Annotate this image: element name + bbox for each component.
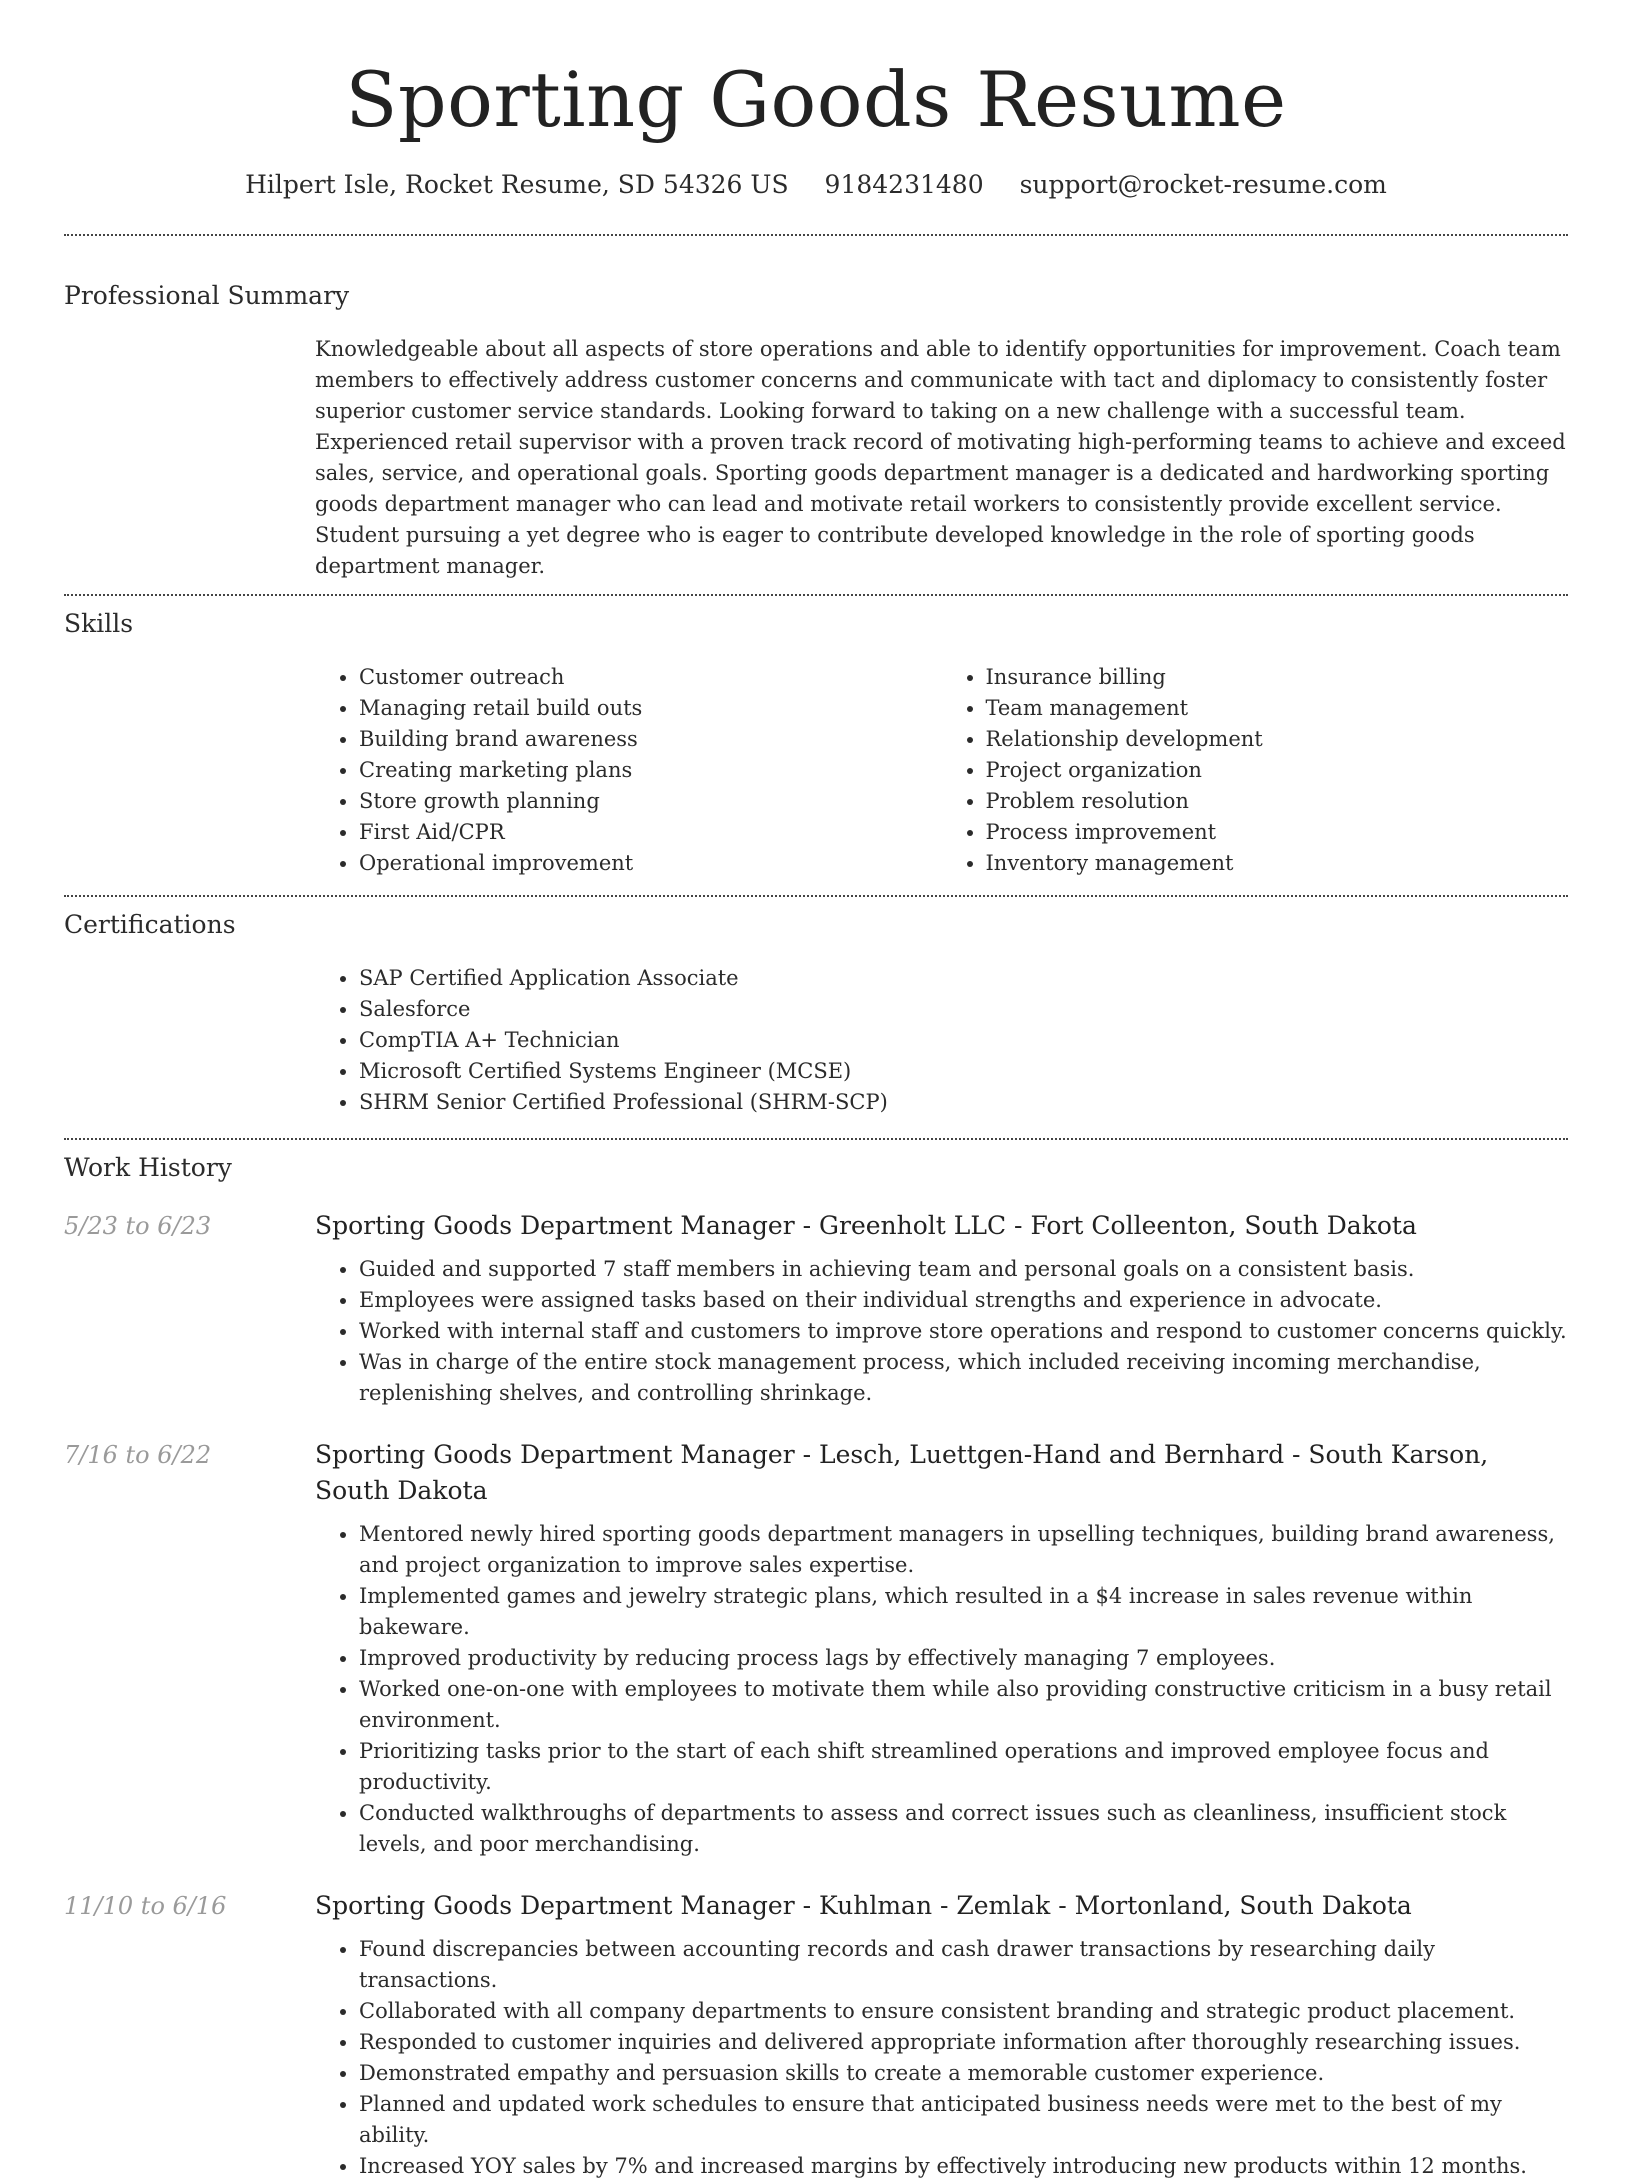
skills-content xyxy=(315,662,1568,879)
job-bullets xyxy=(315,1254,1568,1409)
job-dates: 5/23 to 6/23 xyxy=(64,1212,212,1240)
skill-item: • Problem resolution xyxy=(986,786,1569,817)
job-bullet: • Collaborated with all company departments to ensure consistent branding and strategic product placement. xyxy=(359,1996,1568,2027)
job-bullet: • Increased YOY sales by 7% and increased margins by effectively introducing new products within 12 months. xyxy=(359,2151,1568,2182)
job-body xyxy=(315,1437,1568,1860)
divider xyxy=(64,895,1568,897)
certification-item: • Microsoft Certified Systems Engineer (MCSE) xyxy=(359,1056,1568,1087)
skill-item: • Store growth planning xyxy=(359,786,942,817)
skill-item: • Relationship development xyxy=(986,724,1569,755)
job-body xyxy=(315,1208,1568,1409)
skill-item: • Process improvement xyxy=(986,817,1569,848)
summary-text: Knowledgeable about all aspects of store operations and able to identify opportunities for improvement. Coach team members to effectively address customer concerns and communicate with tact and diplomacy to consistently foster superior customer service standards. Looking forward to taking on a new challenge with a successful team. Experienced retail supervisor with a proven track record of motivating high-performing teams to achieve and exceed sales, service, and operational goals. Sporting goods department manager is a dedicated and hardworking sporting goods department manager who can lead and motivate retail workers to consistently provide excellent service. Student pursuing a yet degree who is eager to contribute developed knowledge in the role of sporting goods department manager. xyxy=(315,337,1566,578)
section-heading: Skills xyxy=(64,609,134,638)
summary-content xyxy=(315,334,1568,582)
job-bullet: • Worked with internal staff and customers to improve store operations and respond to customer concerns quickly. xyxy=(359,1316,1568,1347)
job-bullet: • Conducted walkthroughs of departments to assess and correct issues such as cleanliness, insufficient stock levels, and poor merchandising. xyxy=(359,1798,1568,1860)
job-bullet: • Improved productivity by reducing process lags by effectively managing 7 employees. xyxy=(359,1643,1568,1674)
job-entry xyxy=(64,1208,1568,1409)
certification-item: • CompTIA A+ Technician xyxy=(359,1025,1568,1056)
divider xyxy=(64,594,1568,596)
job-body xyxy=(315,1888,1568,2182)
skill-item: • Customer outreach xyxy=(359,662,942,693)
divider xyxy=(64,234,1568,236)
certifications-list xyxy=(315,963,1568,1118)
job-bullet: • Found discrepancies between accounting records and cash drawer transactions by researching daily transactions. xyxy=(359,1934,1568,1996)
section-heading: Work History xyxy=(64,1153,232,1182)
job-bullet: • Responded to customer inquiries and delivered appropriate information after thoroughly researching issues. xyxy=(359,2027,1568,2058)
job-bullet: • Employees were assigned tasks based on their individual strengths and experience in advocate. xyxy=(359,1285,1568,1316)
job-bullet: • Was in charge of the entire stock management process, which included receiving incoming merchandise, replenishing shelves, and controlling shrinkage. xyxy=(359,1347,1568,1409)
job-title: Sporting Goods Department Manager - Lesch, Luettgen-Hand and Bernhard - South Karson, South Dakota xyxy=(315,1440,1489,1505)
skill-item: • Managing retail build outs xyxy=(359,693,942,724)
skills-list-right xyxy=(942,662,1569,879)
job-bullet: • Prioritizing tasks prior to the start of each shift streamlined operations and improved employee focus and productivity. xyxy=(359,1736,1568,1798)
resume-title: Sporting Goods Resume xyxy=(345,55,1287,144)
job-entry xyxy=(64,1888,1568,2182)
contact-line xyxy=(64,168,1568,202)
certification-item: • SHRM Senior Certified Professional (SHRM-SCP) xyxy=(359,1087,1568,1118)
skill-item: • Creating marketing plans xyxy=(359,755,942,786)
skill-item: • Team management xyxy=(986,693,1569,724)
job-entry xyxy=(64,1437,1568,1860)
job-bullet: • Worked one-on-one with employees to motivate them while also providing constructive criticism in a busy retail environment. xyxy=(359,1674,1568,1736)
job-title: Sporting Goods Department Manager - Greenholt LLC - Fort Colleenton, South Dakota xyxy=(315,1211,1417,1240)
skill-item: • Insurance billing xyxy=(986,662,1569,693)
summary-section xyxy=(64,280,1568,582)
job-title: Sporting Goods Department Manager - Kuhlman - Zemlak - Mortonland, South Dakota xyxy=(315,1891,1412,1920)
certification-item: • Salesforce xyxy=(359,994,1568,1025)
contact-phone: 9184231480 xyxy=(824,170,984,199)
skill-item: • Project organization xyxy=(986,755,1569,786)
skill-item: • First Aid/CPR xyxy=(359,817,942,848)
contact-address: Hilpert Isle, Rocket Resume, SD 54326 US xyxy=(245,170,789,199)
certification-item: • SAP Certified Application Associate xyxy=(359,963,1568,994)
skills-section xyxy=(64,608,1568,879)
skill-item: • Inventory management xyxy=(986,848,1569,879)
work-history-section xyxy=(64,1152,1568,2182)
skill-item: • Building brand awareness xyxy=(359,724,942,755)
section-heading: Certifications xyxy=(64,910,236,939)
job-bullet: • Implemented games and jewelry strategic plans, which resulted in a $4 increase in sales revenue within bakeware. xyxy=(359,1581,1568,1643)
job-bullets xyxy=(315,1519,1568,1860)
job-bullet: • Mentored newly hired sporting goods department managers in upselling techniques, building brand awareness, and project organization to improve sales expertise. xyxy=(359,1519,1568,1581)
skill-item: • Operational improvement xyxy=(359,848,942,879)
job-bullet: • Planned and updated work schedules to ensure that anticipated business needs were met to the best of my ability. xyxy=(359,2089,1568,2151)
certifications-section xyxy=(64,909,1568,1118)
contact-email[interactable]: support@rocket-resume.com xyxy=(1019,170,1387,199)
job-dates: 7/16 to 6/22 xyxy=(64,1441,212,1469)
certifications-content xyxy=(315,963,1568,1118)
skills-list-left xyxy=(315,662,942,879)
section-heading: Professional Summary xyxy=(64,281,350,310)
job-dates: 11/10 to 6/16 xyxy=(64,1892,227,1920)
divider xyxy=(64,1138,1568,1140)
job-bullet: • Guided and supported 7 staff members in achieving team and personal goals on a consistent basis. xyxy=(359,1254,1568,1285)
job-bullets xyxy=(315,1934,1568,2182)
job-bullet: • Demonstrated empathy and persuasion skills to create a memorable customer experience. xyxy=(359,2058,1568,2089)
